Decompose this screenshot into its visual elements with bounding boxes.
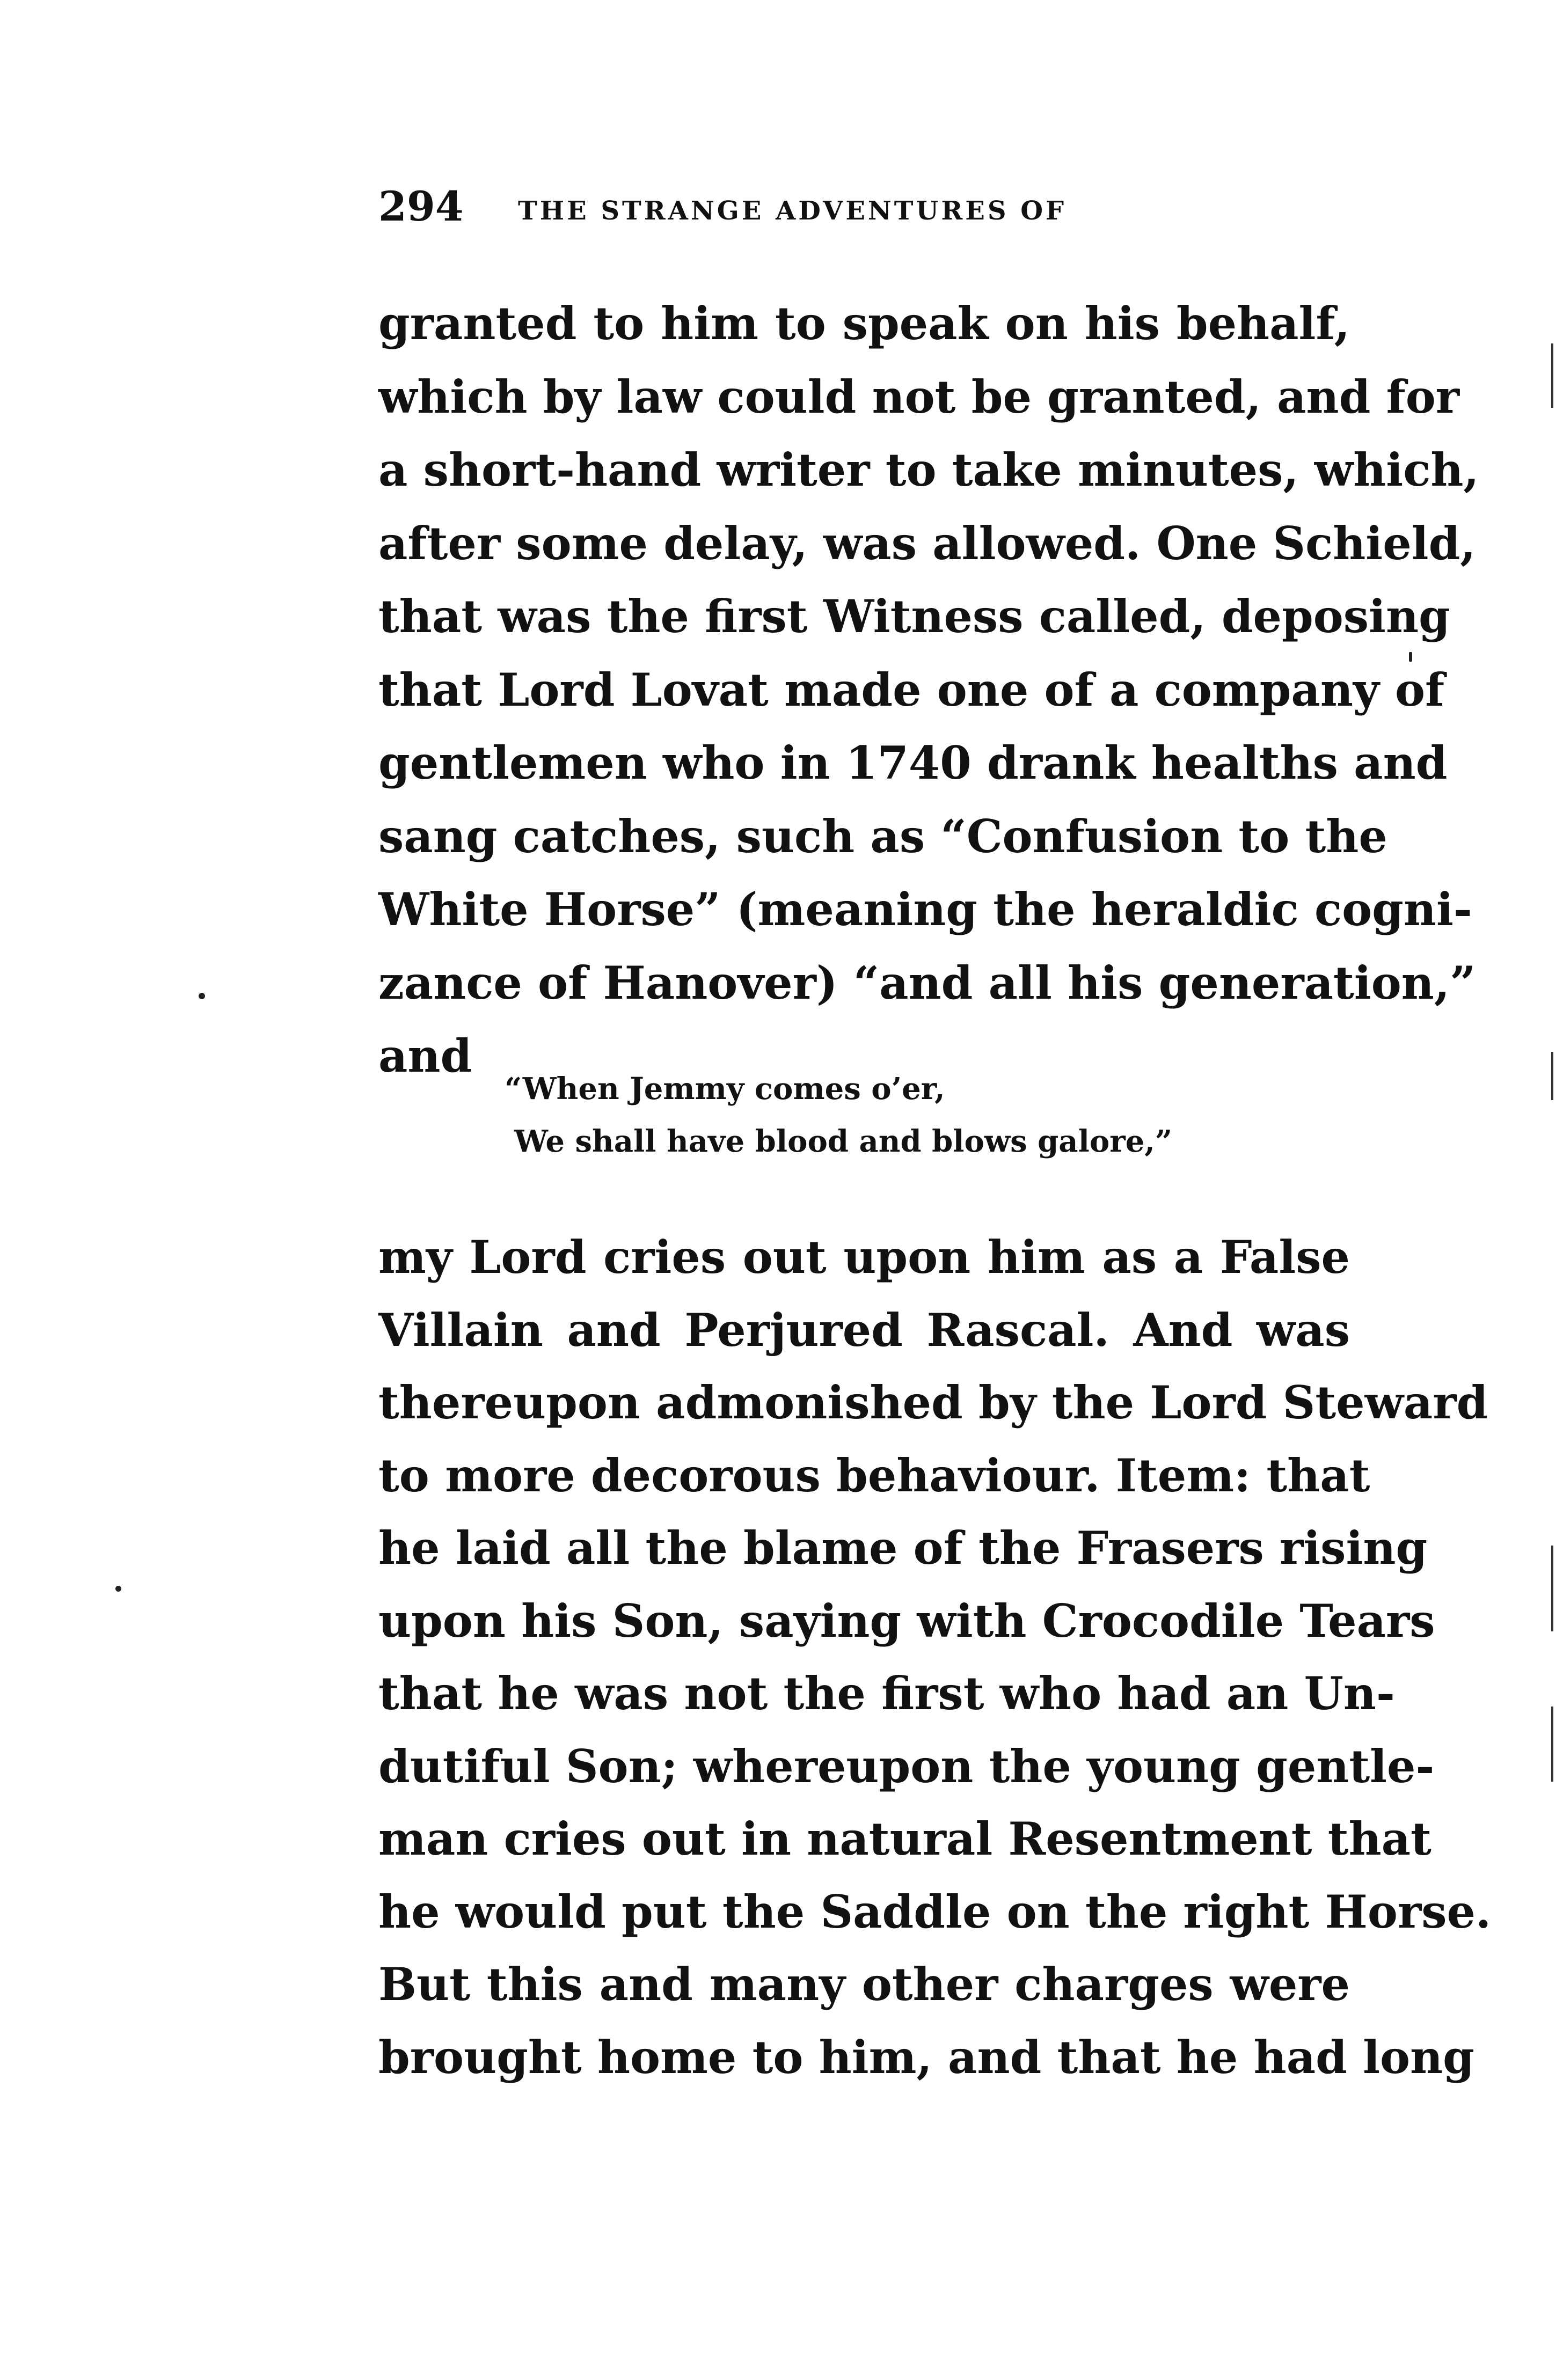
text-line: that Lord Lovat made one of a company of — [378, 663, 1445, 716]
text-line: that he was not the first who had an Un- — [378, 1667, 1395, 1720]
text-line: my Lord cries out upon him as a False — [378, 1231, 1350, 1284]
scan-edge-mark — [1551, 1546, 1553, 1631]
text-line: to more decorous behaviour. Item: that — [378, 1448, 1370, 1502]
body-text-continued — [378, 1221, 1492, 2093]
body-text — [378, 287, 1479, 1093]
text-line: that was the first Witness called, deposing — [378, 590, 1450, 643]
scan-edge-mark — [1551, 343, 1553, 408]
scan-speck — [1409, 652, 1412, 662]
text-line: he would put the Saddle on the right Horse. — [378, 1885, 1492, 1938]
text-line: after some delay, was allowed. One Schield, — [378, 516, 1476, 570]
text-line: upon his Son, saying with Crocodile Tears — [378, 1594, 1435, 1647]
text-line: thereupon admonished by the Lord Steward — [378, 1376, 1488, 1429]
text-line: sang catches, such as “Confusion to the — [378, 809, 1387, 863]
text-line: man cries out in natural Resentment that — [378, 1812, 1431, 1865]
text-line: and — [378, 1029, 472, 1082]
text-line: dutiful Son; whereupon the young gentle- — [378, 1739, 1435, 1793]
text-line: Villain and Perjured Rascal. And was — [378, 1303, 1350, 1357]
text-line: brought home to him, and that he had long — [378, 2030, 1474, 2084]
text-line: a short-hand writer to take minutes, which, — [378, 443, 1479, 496]
page-number: 294 — [378, 182, 464, 230]
text-line: But this and many other charges were — [378, 1958, 1350, 2011]
text-line: granted to him to speak on his behalf, — [378, 297, 1350, 350]
scan-speck — [199, 993, 205, 999]
text-line: he laid all the blame of the Frasers rising — [378, 1521, 1428, 1575]
page-header — [378, 180, 1345, 233]
verse-line: We shall have blood and blows galore,” — [514, 1124, 1173, 1159]
scan-edge-mark — [1551, 1052, 1553, 1100]
text-line: zance of Hanover) “and all his generation,” — [378, 956, 1476, 1009]
scan-edge-mark — [1551, 1707, 1553, 1782]
scan-speck — [115, 1586, 121, 1592]
running-head: THE STRANGE ADVENTURES OF — [518, 196, 1067, 226]
verse-quote — [505, 1063, 1256, 1168]
text-line: which by law could not be granted, and for — [378, 370, 1459, 423]
text-line: gentlemen who in 1740 drank healths and — [378, 736, 1448, 789]
text-line: White Horse” (meaning the heraldic cogni- — [378, 883, 1472, 936]
verse-line: “When Jemmy comes o’er, — [505, 1071, 945, 1107]
